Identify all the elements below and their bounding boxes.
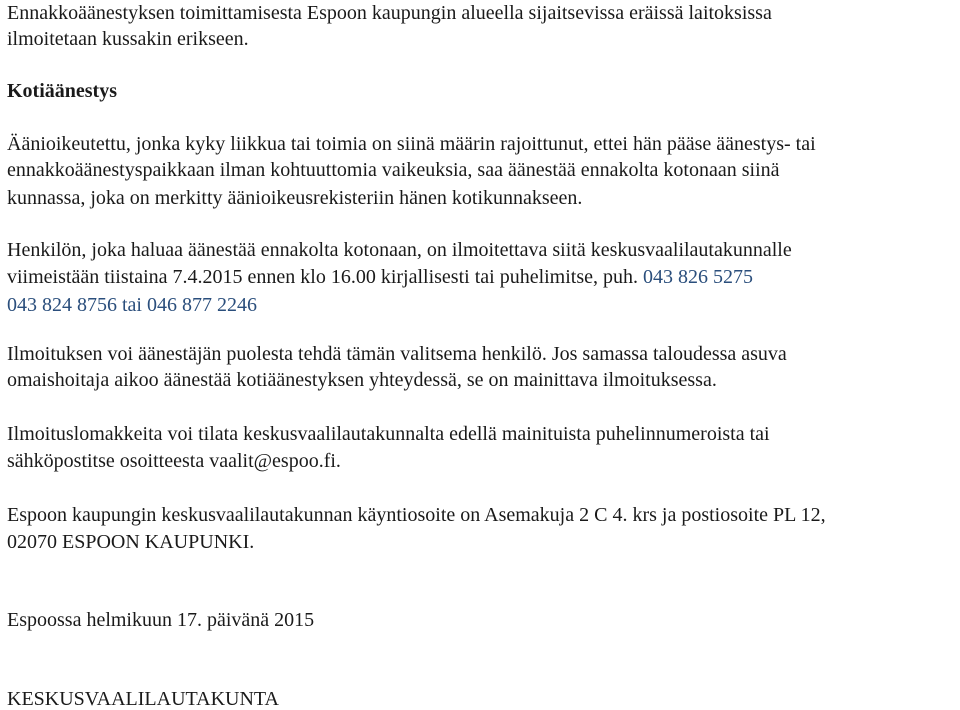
- para4-line-2-end: .: [335, 450, 341, 472]
- para3-line-1: Ilmoituksen voi äänestäjän puolesta tehdä tämän valitsema henkilö. Jos samassa taloudessa asuva: [7, 343, 787, 365]
- intro-line-2: ilmoitetaan kussakin erikseen.: [7, 28, 249, 50]
- signature: KESKUSVAALILAUTAKUNTA: [7, 688, 279, 710]
- intro-line-1: Ennakkoäänestyksen toimittamisesta Espoon kaupungin alueella sijaitsevissa eräissä laitoksissa: [7, 2, 772, 24]
- date-line: Espoossa helmikuun 17. päivänä 2015: [7, 609, 315, 631]
- para4-line-2-text: sähköpostitse osoitteesta: [7, 450, 210, 472]
- para1-line-3: kunnassa, joka on merkitty äänioikeusrekisteriin hänen kotikunnakseen.: [7, 187, 583, 209]
- para2-line-1: Henkilön, joka haluaa äänestää ennakolta kotonaan, on ilmoitettava siitä keskusvaalilautakunnalle: [7, 239, 792, 261]
- para2-line-2: [7, 267, 753, 287]
- para2-line-2-text: viimeistään tiistaina 7.4.2015 ennen klo 16.00 kirjallisesti tai puhelimitse, puh.: [7, 266, 644, 288]
- para4-line-1: Ilmoituslomakkeita voi tilata keskusvaalilautakunnalta edellä mainituista puhelinnumeroista tai: [7, 423, 770, 445]
- phone-number-1[interactable]: 043 826 5275: [643, 266, 754, 288]
- email-address[interactable]: vaalit@espoo.fi: [209, 450, 336, 472]
- para4-line-2: [7, 451, 341, 471]
- section-heading: Kotiäänestys: [7, 80, 117, 102]
- para5-line-1: Espoon kaupungin keskusvaalilautakunnan käyntiosoite on Asemakuja 2 C 4. krs ja postiosoite PL 12,: [7, 504, 826, 526]
- phone-numbers-line[interactable]: 043 824 8756 tai 046 877 2246: [7, 294, 257, 316]
- para1-line-1: Äänioikeutettu, jonka kyky liikkua tai toimia on siinä määrin rajoittunut, ettei hän pääse äänestys- tai: [7, 133, 816, 155]
- para5-line-2: 02070 ESPOON KAUPUNKI.: [7, 531, 255, 553]
- para1-line-2: ennakkoäänestyspaikkaan ilman kohtuuttomia vaikeuksia, saa äänestää ennakolta kotonaan siinä: [7, 159, 780, 181]
- para3-line-2: omaishoitaja aikoo äänestää kotiäänestyksen yhteydessä, se on mainittava ilmoituksessa.: [7, 369, 717, 391]
